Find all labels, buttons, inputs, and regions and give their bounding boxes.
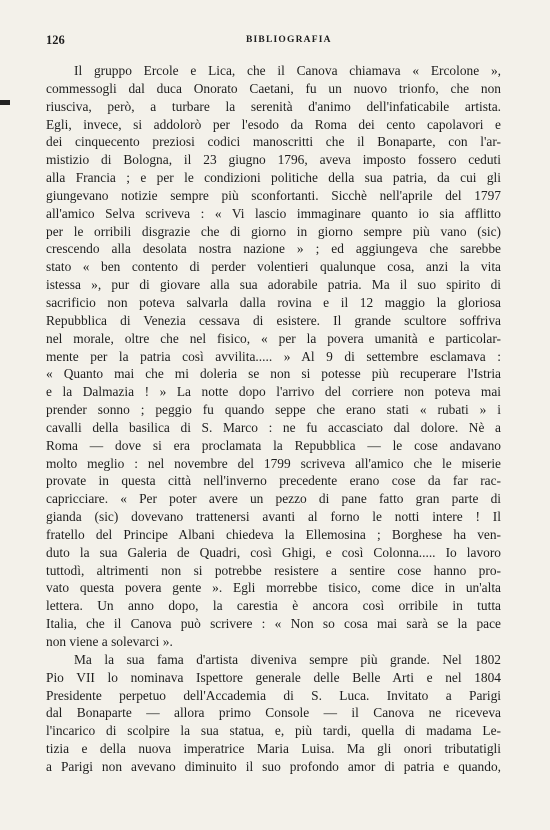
text-line: « Quanto mai che mi doleria se non si potesse più recuperare l'Istria — [46, 366, 501, 382]
text-line: capricciare. « Per poter avere un pezzo di pane fatto gran parte di — [46, 491, 501, 507]
text-line: gianda (sic) dovevano trattenersi avanti al forno le notti intere ! Il — [46, 509, 501, 525]
text-line: duto la sua Galeria de Quadri, così Ghigi, e così Colonna..... Io lavoro — [46, 544, 501, 560]
body-text — [46, 62, 501, 776]
text-line: mistizio di Bologna, il 23 giugno 1796, aveva imposto fossero ceduti — [46, 152, 501, 168]
text-line: Presidente perpetuo dell'Accademia di S. Luca. Invitato a Parigi — [46, 687, 501, 703]
text-line: Ma la sua fama d'artista diveniva sempre più grande. Nel 1802 — [74, 651, 501, 667]
text-line: sacrificio non poteva salvarla dalla rovina e il 12 maggio la gloriosa — [46, 294, 501, 310]
page-header — [46, 33, 506, 49]
text-line: nel morale, oltre che nel fisico, « per la povera umanità e particolar- — [46, 330, 501, 346]
text-line: Egli, invece, si addolorò per l'esodo da Roma dei cento capolavori e — [46, 116, 501, 132]
text-line: alla Francia ; e per le condizioni politiche della sua patria, da cui gli — [46, 170, 501, 186]
text-line: cavalli della basilica di S. Marco : ne fu accasciato dal dolore. Nè a — [46, 419, 501, 435]
text-line: mente per la patria così avvilita..... » Al 9 di settembre esclamava : — [46, 348, 501, 364]
text-line: tizia e della nuova imperatrice Maria Luisa. Ma gli onori tributatigli — [46, 741, 501, 757]
text-line: riusciva, però, a turbare la serenità d'animo dell'infaticabile artista. — [46, 98, 501, 114]
page-number: 126 — [46, 33, 65, 47]
text-line: crescendo alla desolata nostra nazione » ; ed aggiungeva che sarebbe — [46, 241, 501, 257]
text-line: l'incarico di scolpire la sua statua, e, più tardi, quella di madama Le- — [46, 723, 501, 739]
text-line: lettera. Un anno dopo, la carestia è ancora così orribile in tutta — [46, 598, 501, 614]
text-line: dei cinquecento preziosi codici manoscritti che il Bonaparte, con l'ar- — [46, 134, 501, 150]
text-line: giungevano notizie sempre più sconfortanti. Sicchè nell'aprile del 1797 — [46, 187, 501, 203]
text-line: e la Dalmazia ! » La notte dopo l'arrivo del corriere non poteva mai — [46, 384, 501, 400]
text-line: non viene a solevarci ». — [46, 634, 173, 649]
text-line: dal Bonaparte — allora primo Console — il Canova ne riceveva — [46, 705, 501, 721]
text-line: per le orribili disgrazie che di giorno in giorno sempre più vano (sic) — [46, 223, 501, 239]
text-line: a Parigi non avevano diminuito il suo profondo amor di patria e quando, — [46, 758, 501, 774]
running-head: BIBLIOGRAFIA — [246, 35, 332, 45]
text-line: provate in questa città nell'inverno precedente erano cose da far rac- — [46, 473, 501, 489]
text-line: tuttodì, altrimenti non si potrebbe resistere a sentire cose hanno pro- — [46, 562, 501, 578]
text-line: commessogli dal duca Onorato Caetani, fu un nuovo trionfo, che non — [46, 80, 501, 96]
text-line: Il gruppo Ercole e Lica, che il Canova chiamava « Ercolone », — [74, 63, 501, 78]
text-line: Roma — dove si era proclamata la Repubblica — le cose andavano — [46, 437, 501, 453]
margin-mark — [0, 100, 10, 105]
text-line: stato « ben contento di perder volentieri qualunque cosa, anzi la vita — [46, 259, 501, 275]
text-line: vato questa povera gente ». Egli morrebbe tisico, come dice in un'alta — [46, 580, 501, 596]
text-line: Repubblica di Venezia cessava di esistere. Il grande scultore soffriva — [46, 312, 501, 328]
text-line: molto meglio : nel novembre del 1799 scriveva all'amico che le miserie — [46, 455, 501, 471]
text-line: istessa », pur di giovare alla sua adorabile patria. Ma il suo spirito di — [46, 277, 501, 293]
text-line: all'amico Selva scriveva : « Vi lascio immaginare quanto io sia afflitto — [46, 205, 501, 221]
text-line: prender sonno ; peggio fu quando seppe che erano stati « rubati » i — [46, 402, 501, 418]
text-line: Italia, che il Canova può scrivere : « Non so cosa mai sarà se la pace — [46, 616, 501, 632]
text-line: Pio VII lo nominava Ispettore generale delle Belle Arti e nel 1804 — [46, 669, 501, 685]
text-line: fratello del Principe Albani chiedeva la Ellemosina ; Borghese ha ven- — [46, 526, 501, 542]
